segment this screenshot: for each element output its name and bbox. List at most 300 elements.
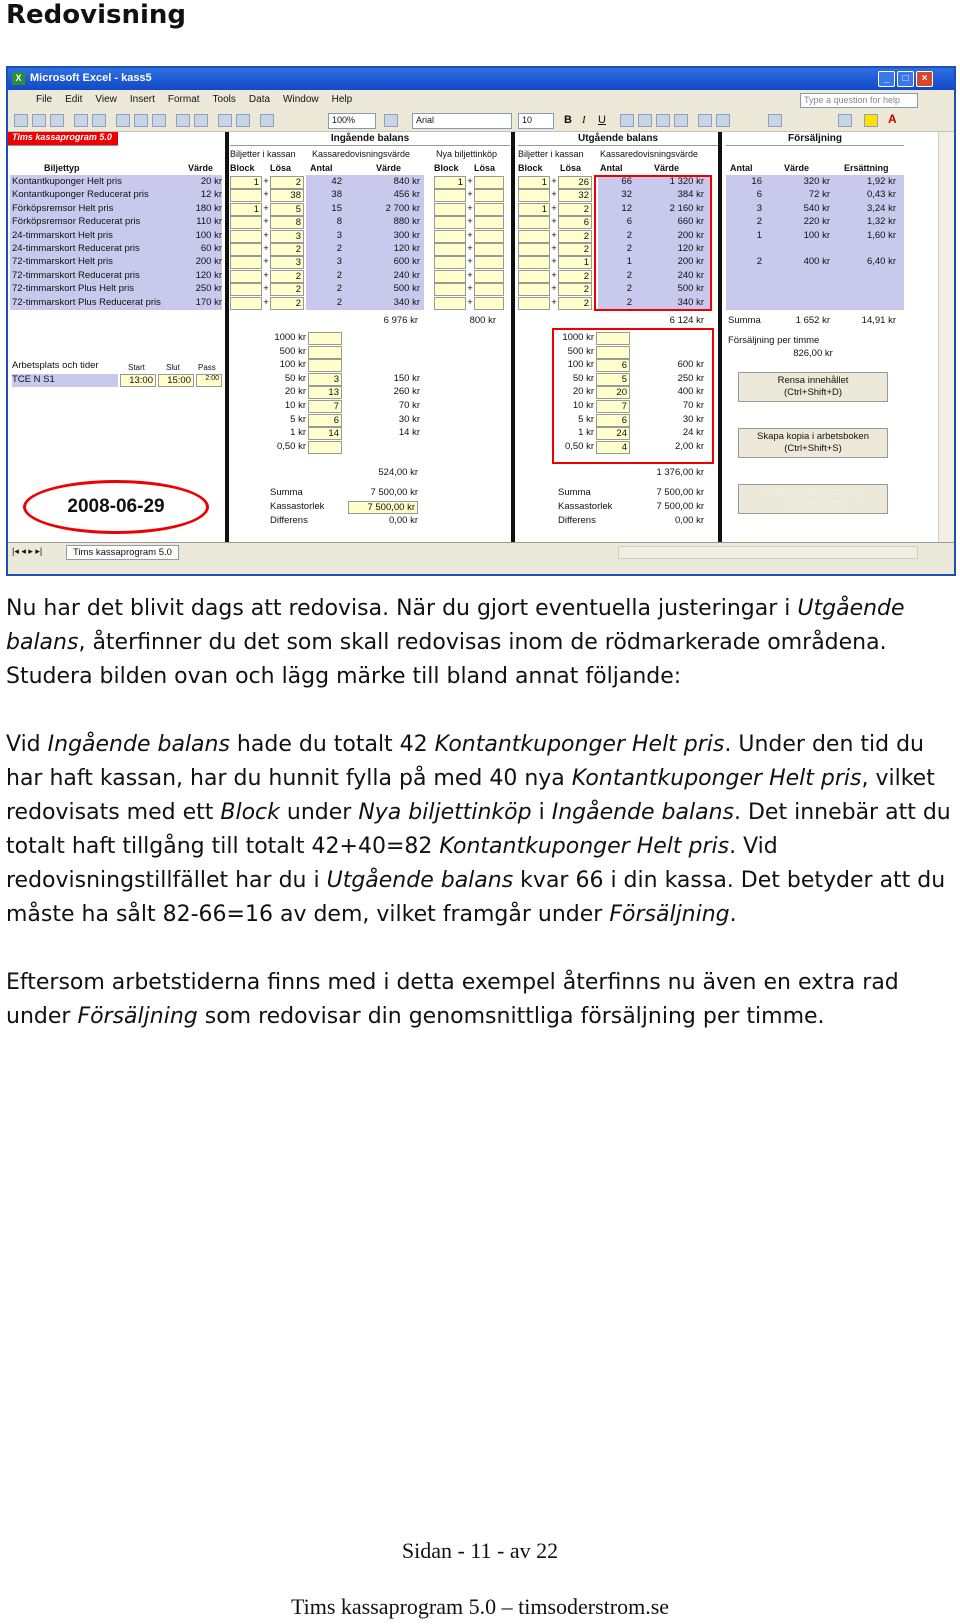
in-losa-field[interactable]: 2 (270, 270, 304, 283)
row-ticket-name: 24-timmarskort Reducerat pris (12, 243, 140, 254)
copy2-button-label: Kopiera kassaunderlag (764, 487, 862, 498)
menu-item[interactable]: View (95, 94, 117, 105)
print-preview-icon[interactable] (92, 114, 106, 127)
out-value: 2 160 kr (669, 202, 704, 214)
paste-icon[interactable] (152, 114, 166, 127)
redo-icon[interactable] (194, 114, 208, 127)
out-value: 384 kr (677, 189, 704, 201)
out-losa-field[interactable]: 32 (558, 189, 592, 202)
cash-out-count-field[interactable]: 20 (596, 386, 630, 399)
in-kassa-label: Kassastorlek (270, 501, 325, 512)
paragraph-3 (6, 966, 951, 1034)
section-utgaende: Utgående balans (518, 132, 718, 146)
menu-item[interactable]: Edit (65, 94, 83, 105)
maximize-icon[interactable]: □ (897, 71, 914, 87)
sub-header: Biljetter i kassan (230, 149, 296, 159)
cash-in-value: 150 kr (393, 372, 420, 384)
sales-ersattning: 3,24 kr (866, 202, 896, 214)
in-diff: 0,00 kr (388, 515, 418, 526)
currency-icon[interactable] (698, 114, 712, 127)
cash-in-total: 524,00 kr (378, 467, 418, 478)
col-header-antal: Antal (730, 163, 753, 173)
underline-icon[interactable]: U (598, 114, 606, 126)
plus-sign: + (467, 202, 473, 214)
in-value: 300 kr (393, 229, 420, 241)
cash-in-count-field[interactable] (308, 359, 342, 372)
out-antal: 2 (626, 296, 632, 308)
plus-sign: + (263, 269, 269, 281)
out-losa-field[interactable]: 2 (558, 283, 592, 296)
out-antal: 1 (626, 256, 632, 268)
out-kassa-label: Kassastorlek (558, 501, 613, 512)
out-antal: 32 (621, 189, 632, 201)
out-summa: 7 500,00 kr (656, 487, 704, 498)
cash-out-count-field[interactable]: 6 (596, 414, 630, 427)
col-header-antal: Antal (310, 163, 333, 173)
sales-value: 320 kr (803, 176, 830, 187)
cash-out-count-field[interactable] (596, 332, 630, 345)
para-text: Nu har det blivit dags att redovisa. När du gjort eventuella justeringar i (6, 596, 798, 621)
out-antal: 12 (621, 202, 632, 214)
slut-label: Slut (166, 363, 180, 372)
cash-denomination: 500 kr (279, 345, 306, 357)
in-value: 600 kr (393, 256, 420, 268)
cash-out-value: 250 kr (677, 372, 704, 384)
cash-out-count-field[interactable]: 5 (596, 373, 630, 386)
cash-in-count-field[interactable] (308, 441, 342, 454)
plus-sign: + (263, 176, 269, 187)
cash-out-value: 30 kr (682, 413, 704, 425)
col-header-block: Block (518, 163, 543, 173)
cash-out-value: 24 kr (682, 427, 704, 439)
footer-page: Sidan - 11 - av 22 (401, 1538, 559, 1563)
in-antal: 2 (336, 269, 342, 281)
undo-icon[interactable] (176, 114, 190, 127)
para-text: . Under den tid du har haft kassan, har du hunnit fylla på med 40 nya (6, 732, 925, 791)
menu-item[interactable]: Tools (212, 94, 236, 105)
cash-denomination: 50 kr (284, 372, 306, 384)
col-header-varde: Värde (188, 163, 214, 173)
para-italic: Kontantkuponger Helt pris (439, 834, 730, 859)
new-purchase-total: 800 kr (469, 315, 496, 326)
para-italic: Nya biljettinköp (358, 800, 532, 825)
row-value: 110 kr (196, 216, 222, 228)
cash-in-count-field[interactable] (308, 346, 342, 359)
sub-header: Nya biljettinköp (436, 149, 498, 159)
plus-sign: + (551, 243, 557, 254)
para-text: Eftersom arbetstiderna finns med i detta exempel återfinns nu även en extra rad under (6, 970, 899, 1029)
sales-value: 72 kr (808, 189, 830, 201)
font-size-select[interactable]: 10 (518, 113, 554, 129)
out-losa-field[interactable]: 2 (558, 243, 592, 256)
cash-denomination: 500 kr (567, 345, 594, 357)
para-text: , vilket redovisats med ett (6, 766, 935, 825)
out-block-field[interactable]: 1 (518, 203, 550, 216)
sales-antal: 2 (756, 216, 762, 228)
zoom-select[interactable]: 100% (328, 113, 376, 129)
para-italic: Försäljning (77, 1004, 198, 1029)
sub-header: Kassaredovisningsvärde (312, 149, 411, 159)
out-antal: 2 (626, 229, 632, 241)
indent-icon[interactable] (768, 114, 782, 127)
sub-header: Biljetter i kassan (518, 149, 584, 159)
col-header-antal: Antal (600, 163, 623, 173)
sub-header: Kassaredovisningsvärde (600, 149, 699, 159)
out-value: 1 320 kr (669, 176, 704, 187)
plus-sign: + (551, 202, 557, 214)
per-hour-value: 826,00 kr (793, 348, 833, 359)
para-text: under (279, 800, 359, 825)
col-header-losa: Lösa (560, 163, 582, 173)
plus-sign: + (467, 256, 473, 268)
in-antal: 3 (336, 256, 342, 268)
section-ingaende: Ingående balans (230, 132, 510, 146)
in-losa-field[interactable]: 8 (270, 216, 304, 229)
out-losa-field[interactable]: 2 (558, 297, 592, 310)
out-diff: 0,00 kr (674, 515, 704, 526)
out-antal: 2 (626, 243, 632, 254)
borders-icon[interactable] (838, 114, 852, 127)
align-center-icon[interactable] (638, 114, 652, 127)
help-search-input[interactable]: Type a question for help (800, 93, 918, 108)
summa-label: Summa (728, 315, 761, 326)
in-losa-field[interactable]: 38 (270, 189, 304, 202)
para-text: . (729, 902, 737, 927)
page-heading: Redovisning (6, 0, 187, 30)
close-icon[interactable]: × (916, 71, 933, 87)
cash-denomination: 0,50 kr (276, 440, 306, 452)
copy2-button-shortcut: (Ctrl+Shift+C) (783, 499, 843, 510)
para-text: hade du totalt 42 (229, 732, 435, 757)
plus-sign: + (263, 296, 269, 308)
in-total: 6 976 kr (383, 315, 418, 326)
per-hour-label: Försäljning per timme (728, 335, 820, 346)
menu-item[interactable]: Window (283, 94, 319, 105)
plus-sign: + (467, 283, 473, 295)
cash-in-count-field[interactable]: 7 (308, 400, 342, 413)
para-text: kvar 66 i din kassa. Det betyder att du måste ha sålt 82-66=16 av dem, vilket framgår under (6, 868, 946, 927)
plus-sign: + (263, 256, 269, 268)
cash-in-value (354, 346, 420, 359)
row-ticket-name: Förköpsremsor Helt pris (12, 202, 114, 214)
minimize-icon[interactable]: _ (878, 71, 895, 87)
para-italic: Kontantkuponger Helt pris (571, 766, 862, 791)
out-value: 660 kr (677, 216, 704, 228)
sales-antal: 3 (756, 202, 762, 214)
sales-ersattning: 1,32 kr (866, 216, 896, 228)
row-ticket-name: Förköpsremsor Reducerat pris (12, 216, 141, 228)
row-value: 180 kr (195, 202, 222, 214)
para-italic: Utgående balans (326, 868, 514, 893)
plus-sign: + (551, 283, 557, 295)
para-italic: Ingående balans (47, 732, 230, 757)
row-value: 120 kr (195, 269, 222, 281)
cash-denomination: 100 kr (567, 359, 594, 371)
in-kassa-field[interactable]: 7 500,00 kr (348, 501, 418, 514)
in-value: 340 kr (393, 296, 420, 308)
help-icon[interactable] (384, 114, 398, 127)
menu-item[interactable]: Data (248, 94, 271, 105)
excel-window (6, 66, 956, 576)
plus-sign: + (263, 229, 269, 241)
cash-out-total: 1 376,00 kr (656, 467, 704, 478)
in-losa-field[interactable]: 2 (270, 243, 304, 256)
program-label: Tims kassaprogram 5.0 (8, 132, 118, 146)
in-value: 120 kr (393, 243, 420, 254)
sales-ersattning: 0,43 kr (866, 189, 896, 201)
cash-in-count-field[interactable]: 6 (308, 414, 342, 427)
font-select[interactable]: Arial (412, 113, 512, 129)
out-summa-label: Summa (558, 487, 591, 498)
in-antal: 3 (336, 229, 342, 241)
cash-in-value (354, 441, 420, 454)
para-text: . Vid redovisningstillfället har du i (6, 834, 778, 893)
in-losa-field[interactable]: 2 (270, 297, 304, 310)
row-value: 200 kr (195, 256, 222, 268)
sales-antal: 6 (756, 189, 762, 201)
cash-out-value: 70 kr (682, 400, 704, 411)
out-value: 340 kr (677, 296, 704, 308)
tab-nav-icon[interactable]: |◂ ◂ ▸ ▸| (12, 546, 43, 556)
pass-label: Pass (198, 363, 216, 372)
cash-in-value: 14 kr (398, 427, 420, 439)
horizontal-scrollbar[interactable] (618, 546, 918, 559)
align-left-icon[interactable] (620, 114, 634, 127)
para-italic: Block (220, 800, 280, 825)
out-losa-field[interactable]: 6 (558, 216, 592, 229)
in-value: 880 kr (393, 216, 420, 228)
in-losa-field[interactable]: 5 (270, 203, 304, 216)
out-antal: 66 (621, 176, 632, 187)
col-header-ersattning: Ersättning (844, 163, 889, 173)
row-ticket-name: 72-timmarskort Reducerat pris (12, 269, 140, 281)
chart-icon[interactable] (260, 114, 274, 127)
cut-icon[interactable] (116, 114, 130, 127)
cash-in-count-field[interactable]: 13 (308, 386, 342, 399)
cash-denomination: 100 kr (279, 359, 306, 371)
plus-sign: + (263, 216, 269, 228)
in-losa-field[interactable]: 3 (270, 256, 304, 269)
plus-sign: + (467, 243, 473, 254)
out-antal: 2 (626, 283, 632, 295)
cash-out-value: 2,00 kr (674, 440, 704, 452)
plus-sign: + (551, 216, 557, 228)
work-place-field[interactable]: TCE N S1 (12, 374, 118, 387)
window-title: Microsoft Excel - kass5 (30, 72, 152, 84)
sheet-tab[interactable]: Tims kassaprogram 5.0 (66, 545, 179, 560)
plus-sign: + (551, 176, 557, 187)
in-diff-label: Differens (270, 515, 308, 526)
cash-denomination: 5 kr (578, 413, 594, 425)
in-losa-field[interactable]: 2 (270, 283, 304, 296)
cash-rows (8, 132, 908, 532)
cash-in-count-field[interactable]: 3 (308, 373, 342, 386)
font-color-icon[interactable]: A (888, 112, 897, 126)
col-header-varde: Värde (784, 163, 810, 173)
plus-sign: + (467, 229, 473, 241)
col-header-losa: Lösa (474, 163, 496, 173)
cash-denomination: 10 kr (284, 400, 306, 411)
out-losa-field[interactable]: 2 (558, 230, 592, 243)
in-block-field[interactable]: 1 (230, 203, 262, 216)
open-icon[interactable] (32, 114, 46, 127)
in-value: 240 kr (393, 269, 420, 281)
sales-ersattning: 1,92 kr (866, 176, 896, 187)
cash-out-count-field[interactable]: 7 (596, 400, 630, 413)
toolbar (8, 110, 954, 132)
bold-icon[interactable]: B (564, 114, 572, 126)
cash-in-value (354, 332, 420, 345)
plus-sign: + (551, 269, 557, 281)
col-header-varde: Värde (654, 163, 680, 173)
in-antal: 2 (336, 243, 342, 254)
out-losa-field[interactable]: 2 (558, 203, 592, 216)
save-icon[interactable] (50, 114, 64, 127)
col-header-varde: Värde (376, 163, 402, 173)
row-ticket-name: 72-timmarskort Plus Helt pris (12, 283, 134, 295)
para-text: , återfinner du det som skall redovisas inom de rödmarkerade områdena. Studera bilden ovan och lägg märke till bland annat följande: (6, 630, 887, 689)
row-value: 12 kr (200, 189, 222, 201)
para-italic: Utgående balans (6, 596, 905, 655)
para-italic: Ingående balans (551, 800, 734, 825)
cash-in-count-field[interactable] (308, 332, 342, 345)
summa-sales: 1 652 kr (795, 315, 830, 326)
fill-color-icon[interactable] (864, 114, 878, 127)
sales-value: 540 kr (803, 202, 830, 214)
plus-sign: + (467, 269, 473, 281)
menu-item[interactable]: Format (167, 94, 200, 105)
in-antal: 42 (331, 176, 342, 187)
cash-out-count-field[interactable]: 6 (596, 359, 630, 372)
col-header-biljettyp: Biljettyp (44, 163, 80, 173)
out-value: 200 kr (677, 229, 704, 241)
out-antal: 2 (626, 269, 632, 281)
row-ticket-name: Kontantkuponger Reducerat pris (12, 189, 149, 201)
menu-item[interactable]: Insert (129, 94, 155, 105)
in-block-field[interactable]: 1 (230, 176, 262, 189)
in-losa-field[interactable]: 3 (270, 230, 304, 243)
cash-out-count-field[interactable]: 4 (596, 441, 630, 454)
copy-icon[interactable] (134, 114, 148, 127)
vertical-scrollbar[interactable] (938, 132, 954, 542)
cash-in-value: 70 kr (398, 400, 420, 411)
new-block-field[interactable]: 1 (434, 176, 466, 189)
out-losa-field[interactable]: 26 (558, 176, 592, 189)
plus-sign: + (551, 189, 557, 201)
out-total: 6 124 kr (669, 315, 704, 326)
cash-in-value: 30 kr (398, 413, 420, 425)
in-antal: 38 (331, 189, 342, 201)
new-icon[interactable] (14, 114, 28, 127)
plus-sign: + (263, 283, 269, 295)
sales-value: 400 kr (803, 256, 830, 268)
percent-icon[interactable] (716, 114, 730, 127)
cash-out-value (638, 346, 704, 359)
out-value: 120 kr (677, 243, 704, 254)
in-antal: 15 (331, 202, 342, 214)
in-losa-field[interactable]: 2 (270, 176, 304, 189)
row-value: 170 kr (195, 296, 222, 308)
section-forsaljning: Försäljning (726, 132, 904, 146)
out-value: 500 kr (677, 283, 704, 295)
para-italic: Kontantkuponger Helt pris (434, 732, 725, 757)
work-label: Arbetsplats och tider (12, 360, 99, 371)
in-value: 500 kr (393, 283, 420, 295)
slut-field[interactable]: 15:00 (158, 374, 194, 387)
sales-value: 100 kr (803, 229, 830, 241)
spreadsheet[interactable] (8, 132, 938, 542)
sales-value: 220 kr (803, 216, 830, 228)
cash-out-value: 400 kr (677, 386, 704, 398)
cash-out-count-field[interactable]: 24 (596, 427, 630, 440)
plus-sign: + (467, 189, 473, 201)
in-antal: 2 (336, 283, 342, 295)
clear-button-label: Rensa innehållet (777, 375, 849, 386)
cash-denomination: 20 kr (284, 386, 306, 398)
italic-icon[interactable]: I (582, 114, 586, 126)
cash-denomination: 5 kr (290, 413, 306, 425)
sheet-tab-bar (8, 542, 954, 562)
plus-sign: + (467, 176, 473, 187)
cash-in-value: 260 kr (393, 386, 420, 398)
cash-denomination: 1000 kr (562, 332, 594, 343)
sort-icon[interactable] (236, 114, 250, 127)
in-antal: 8 (336, 216, 342, 228)
out-value: 200 kr (677, 256, 704, 268)
sum-icon[interactable] (218, 114, 232, 127)
cash-denomination: 0,50 kr (564, 440, 594, 452)
copy-button-label: Skapa kopia i arbetsboken (757, 431, 869, 442)
merge-icon[interactable] (674, 114, 688, 127)
plus-sign: + (263, 202, 269, 214)
para-italic: Försäljning (609, 902, 730, 927)
out-diff-label: Differens (558, 515, 596, 526)
sales-ersattning: 6,40 kr (866, 256, 896, 268)
cash-denomination: 20 kr (572, 386, 594, 398)
cash-in-count-field[interactable]: 14 (308, 427, 342, 440)
out-block-field[interactable]: 1 (518, 176, 550, 189)
row-value: 100 kr (195, 229, 222, 241)
in-antal: 2 (336, 296, 342, 308)
pass-field[interactable]: 2:00 (196, 374, 222, 387)
out-value: 240 kr (677, 269, 704, 281)
menu-item[interactable]: File (36, 94, 53, 105)
excel-title-bar (8, 68, 954, 90)
plus-sign: + (551, 296, 557, 308)
out-losa-field[interactable]: 2 (558, 270, 592, 283)
align-right-icon[interactable] (656, 114, 670, 127)
cash-denomination: 50 kr (572, 372, 594, 384)
col-header-block: Block (434, 163, 459, 173)
plus-sign: + (467, 296, 473, 308)
start-field[interactable]: 13:00 (120, 374, 156, 387)
plus-sign: + (551, 256, 557, 268)
plus-sign: + (263, 243, 269, 254)
cash-denomination: 1 kr (578, 427, 594, 439)
row-value: 60 kr (200, 243, 222, 254)
plus-sign: + (467, 216, 473, 228)
row-ticket-name: 72-timmarskort Plus Reducerat pris (12, 296, 161, 308)
out-antal: 6 (626, 216, 632, 228)
row-ticket-name: 24-timmarskort Helt pris (12, 229, 113, 241)
out-losa-field[interactable]: 1 (558, 256, 592, 269)
footer-site: Tims kassaprogram 5.0 – timsoderstrom.se (290, 1594, 670, 1619)
para-text: Vid (6, 732, 48, 757)
print-icon[interactable] (74, 114, 88, 127)
menu-item[interactable]: Help (331, 94, 353, 105)
in-value: 456 kr (393, 189, 420, 201)
cash-out-count-field[interactable] (596, 346, 630, 359)
